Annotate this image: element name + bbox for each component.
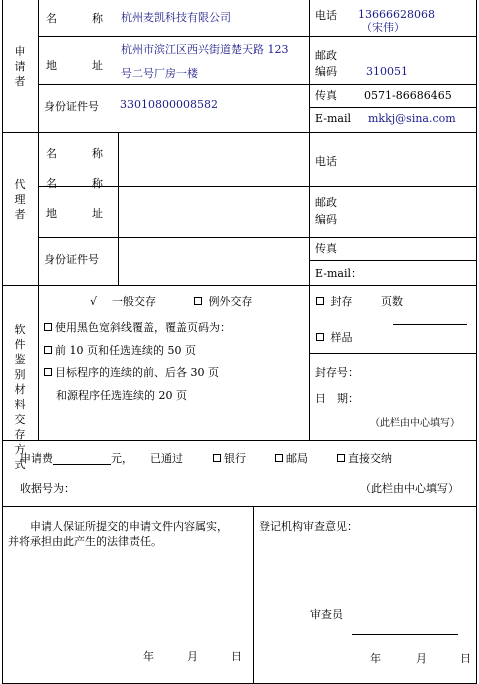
agent-name-label-2: 称 xyxy=(92,147,103,160)
deposit-date-label: 日 期： xyxy=(315,392,359,405)
option-3-checkbox[interactable] xyxy=(44,368,52,376)
divider-fee-declaration xyxy=(2,506,477,507)
direct-checkbox[interactable] xyxy=(337,454,345,462)
deposit-sample-option[interactable] xyxy=(316,331,353,344)
deposit-general-mark: √ xyxy=(90,295,98,308)
deposit-sealed-label: 封存 xyxy=(330,295,353,308)
sample-checkbox[interactable] xyxy=(316,333,324,341)
fee-bank-option[interactable] xyxy=(213,452,246,465)
applicant-section-label: 申请者 xyxy=(14,45,26,88)
agent-address-label-1: 地 xyxy=(46,207,57,220)
applicant-fax-label: 传真 xyxy=(315,89,337,102)
deposit-pages-label: 页数 xyxy=(381,295,403,308)
label-column-divider xyxy=(38,0,39,440)
divider-applicant-agent xyxy=(2,132,477,133)
applicant-name-label-2: 称 xyxy=(92,12,103,25)
agent-row-line-2 xyxy=(38,237,477,238)
fee-center-fill-note: （此栏由中心填写） xyxy=(360,482,459,495)
applicant-id-label: 身份证件号 xyxy=(44,100,99,113)
agent-section-label: 代理者 xyxy=(14,178,26,221)
bank-checkbox[interactable] xyxy=(213,454,221,462)
declaration-day: 日 xyxy=(231,650,242,663)
applicant-phone-value: 13666628068 xyxy=(358,8,435,21)
reviewer-signature-line xyxy=(352,634,458,635)
deposit-exception-label: 例外交存 xyxy=(208,295,253,308)
agent-address-label-2: 址 xyxy=(92,207,103,220)
agent-postcode-label-1: 邮政 xyxy=(315,196,337,209)
sealed-checkbox[interactable] xyxy=(316,297,324,305)
applicant-address-label-1: 地 xyxy=(46,59,57,72)
applicant-row-line-4 xyxy=(309,107,477,108)
applicant-postcode-label-1: 邮政 xyxy=(315,49,337,62)
applicant-contact-person: （宋伟） xyxy=(361,21,405,34)
applicant-address-line-1: 杭州市滨江区西兴街道楚天路 123 xyxy=(121,43,289,56)
divider-deposit-fee xyxy=(2,440,477,441)
fee-receipt-label: 收据号为： xyxy=(20,482,75,495)
table-border-right xyxy=(476,0,477,684)
fee-via-label: 已通过 xyxy=(150,452,183,465)
fee-unit: 元， xyxy=(111,452,133,465)
deposit-option-1[interactable] xyxy=(44,321,231,334)
deposit-row-line xyxy=(309,353,477,354)
applicant-fax-value: 0571-86686465 xyxy=(364,89,452,102)
agent-name-label-4: 称 xyxy=(92,177,103,190)
exception-checkbox[interactable] xyxy=(194,297,202,305)
deposit-option-1-label: 使用黑色宽斜线覆盖，覆盖页码为： xyxy=(55,321,231,334)
applicant-address-label-2: 址 xyxy=(92,59,103,72)
deposit-option-3-label: 目标程序的连续的前、后各 30 页 xyxy=(55,366,219,379)
fee-post-option[interactable] xyxy=(275,452,308,465)
pages-underline xyxy=(393,324,467,325)
deposit-exception-option[interactable] xyxy=(194,295,253,308)
divider-agent-deposit xyxy=(2,285,477,286)
agent-name-label-3: 名 xyxy=(46,177,57,190)
applicant-phone-label: 电话 xyxy=(315,9,337,22)
agent-postcode-label-2: 编码 xyxy=(315,213,337,226)
post-checkbox[interactable] xyxy=(275,454,283,462)
fee-amount-blank[interactable] xyxy=(53,454,111,465)
option-2-checkbox[interactable] xyxy=(44,346,52,354)
applicant-row-line-2 xyxy=(38,84,309,85)
declaration-month: 月 xyxy=(187,650,198,663)
applicant-id-value: 33010800008582 xyxy=(120,98,218,111)
option-1-checkbox[interactable] xyxy=(44,323,52,331)
fee-label: 申请费 xyxy=(20,452,53,465)
applicant-address-line-2: 号二号厂房一楼 xyxy=(121,67,198,80)
deposit-general-label: 一般交存 xyxy=(112,295,156,308)
agent-field-divider xyxy=(118,133,119,285)
agent-row-line-3 xyxy=(309,260,477,261)
fee-direct-label: 直接交纳 xyxy=(348,452,392,465)
applicant-email-value: mkkj@sina.com xyxy=(368,112,456,125)
deposit-center-fill-note: （此栏由中心填写） xyxy=(370,418,460,429)
review-day: 日 xyxy=(460,652,471,665)
deposit-option-2[interactable] xyxy=(44,344,196,357)
table-border-left xyxy=(2,0,3,684)
deposit-section-label: 软件鉴别材料交存方式 xyxy=(14,323,26,471)
deposit-option-3[interactable] xyxy=(44,366,219,379)
deposit-seal-no-label: 封存号： xyxy=(315,366,359,379)
fee-direct-option[interactable] xyxy=(337,452,392,465)
deposit-sealed-option[interactable] xyxy=(316,295,353,308)
applicant-name-label-1: 名 xyxy=(46,12,57,25)
agent-phone-label: 电话 xyxy=(315,155,337,168)
declaration-line-2: 并将承担由此产生的法律责任。 xyxy=(8,535,162,548)
agent-email-label: E-mail： xyxy=(315,267,362,280)
applicant-postcode-label-2: 编码 xyxy=(315,65,337,78)
review-year: 年 xyxy=(370,652,381,665)
declaration-year: 年 xyxy=(143,650,154,663)
deposit-sample-label: 样品 xyxy=(330,331,353,344)
deposit-option-2-label: 前 10 页和任选连续的 50 页 xyxy=(55,344,196,357)
fee-bank-label: 银行 xyxy=(224,452,246,465)
agent-fax-label: 传真 xyxy=(315,242,337,255)
agent-row-line-1 xyxy=(38,186,477,187)
declaration-line-1: 申请人保证所提交的申请文件内容属实， xyxy=(30,520,228,533)
deposit-option-3-cont: 和源程序任选连续的 20 页 xyxy=(56,389,187,402)
agent-name-label-1: 名 xyxy=(46,147,57,160)
agent-id-label: 身份证件号 xyxy=(44,253,99,266)
review-month: 月 xyxy=(416,652,427,665)
review-reviewer-label: 审查员 xyxy=(310,608,343,621)
applicant-postcode-value: 310051 xyxy=(366,65,408,78)
applicant-name-value: 杭州麦凯科技有限公司 xyxy=(121,11,231,24)
applicant-email-label: E-mail xyxy=(315,112,351,125)
declaration-divider xyxy=(253,506,254,684)
applicant-row-line-1 xyxy=(38,36,477,37)
review-opinion-label: 登记机构审查意见： xyxy=(259,520,358,533)
fee-post-label: 邮局 xyxy=(286,452,308,465)
applicant-row-line-3 xyxy=(309,84,477,85)
fee-line xyxy=(20,452,133,465)
contact-column-divider xyxy=(309,0,310,440)
